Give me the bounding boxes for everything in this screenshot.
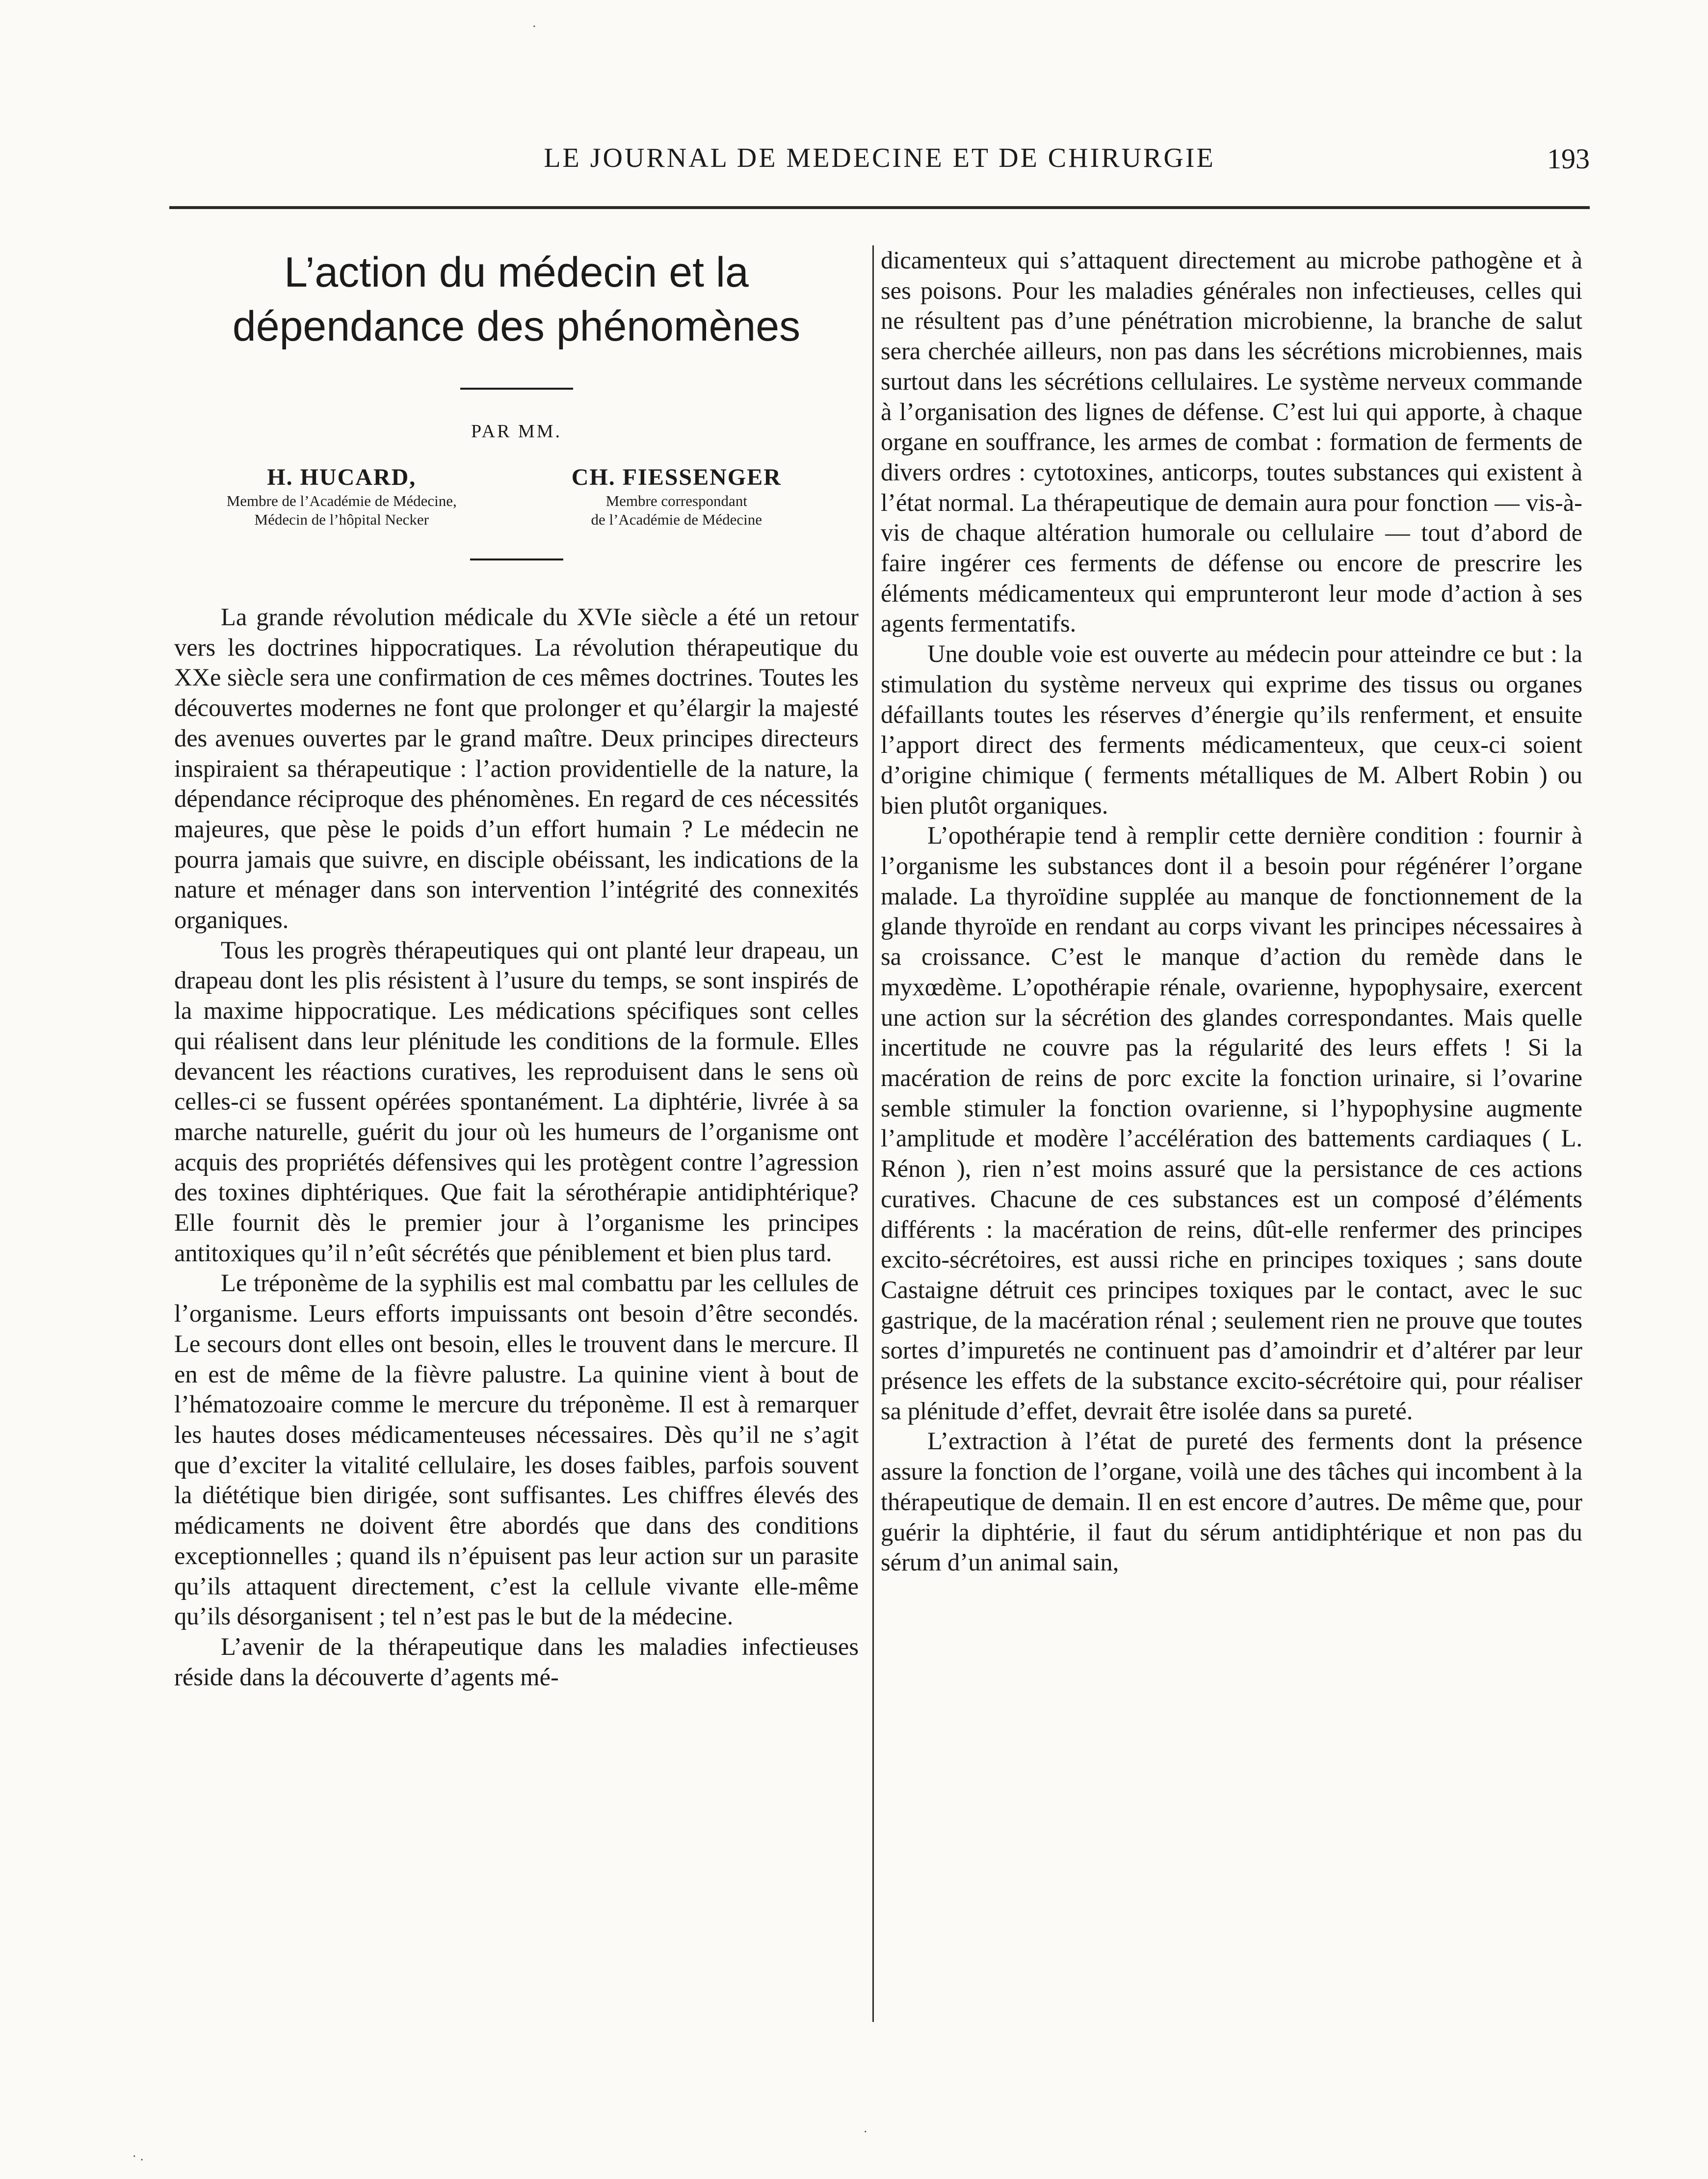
authors [174, 463, 859, 529]
body-paragraph-continued: dicamenteux qui s’attaquent directement au microbe pathogène et à ses poisons. Pour les maladies générales non infectieuses, celles qui ne résultent pas d’une pénétration microbienne, la branche de salut sera cherchée ailleurs, non pas dans les sécrétions microbiennes, mais surtout dans les sécrétions cellulaires. Le système nerveux commande à l’organisation des lignes de défense. C’est lui qui apporte, à chaque organe en souffrance, les armes de combat : formation de ferments de divers ordres : cytotoxines, anticorps, toutes substances qui existent à l’état normal. La thérapeutique de demain aura pour fonction — vis-à-vis de chaque altération humorale ou cellulaire — tout d’abord de faire ingérer ces ferments de défense ou encore de prescrire les éléments médicamenteux qui emprunteront leur mode d’action à ses agents fermentatifs. [881, 246, 1582, 638]
body-paragraph: La grande révolution médicale du XVIe siècle a été un retour vers les doctrines hippocratiques. La révolution thérapeutique du XXe siècle sera une confirmation de ces mêmes doctrines. Toutes les découvertes modernes ne font que prolonger et qu’élargir la majesté des avenues ouvertes par le grand maître. Deux principes directeurs inspiraient sa thérapeutique : l’action providentielle de la nature, la dépendance réciproque des phénomènes. En regard de ces nécessités majeures, que pèse le poids d’un effort humain ? Le médecin ne pourra jamais que suivre, en disciple obéissant, les indications de la nature et ménager dans son intervention l’intégrité des connexités organiques. [174, 603, 859, 934]
body-paragraph: Une double voie est ouverte au médecin pour atteindre ce but : la stimulation du système nerveux qui exprime des tissus ou organes défaillants toutes les réserves d’énergie qu’ils renferment, et ensuite l’apport direct des ferments médicamenteux, que ceux-ci soient d’origine chimique ( ferments métalliques de M. Albert Robin ) ou bien plutôt organiques. [881, 640, 1582, 819]
author-block [509, 463, 844, 529]
author-rule [470, 558, 563, 560]
body-paragraph: L’opothérapie tend à remplir cette dernière condition : fournir à l’organisme les substances dont il a besoin pour régénérer l’organe malade. La thyroïdine supplée au manque de fonctionnement de la glande thyroïde en rendant au corps vivant les principes nécessaires à sa croissance. C’est le manque d’action du remède dans le myxœdème. L’opothérapie rénale, ovarienne, hypophysaire, exercent une action sur la sécrétion des glandes correspondantes. Mais quelle incertitude ne couvre pas la régularité des leurs effets ! Si la macération de reins de porc excite la fonction urinaire, si l’ovarine semble stimuler la fonction ovarienne, si l’hypophysine augmente l’amplitude et modère l’accélération des battements cardiaques ( L. Rénon ), rien n’est moins assuré que la persistance de ces actions curatives. Chacune de ces substances est un composé d’éléments différents : la macération de reins, dût-elle renfermer des principes excito-sécrétoires, est aussi riche en principes toxiques ; sans doute Castaigne détruit ces principes toxiques par le contact, avec le suc gastrique, de la macération rénal ; seulement rien ne prouve que toutes sortes d’impuretés ne continuent pas d’amoindrir et d’altérer par leur présence les effets de la substance excito-sécrétoire qui, pour réaliser sa plénitude d’effet, devrait être isolée dans sa pureté. [881, 822, 1582, 1425]
speck-mark: · . [132, 2150, 144, 2163]
author-affiliation: Médecin de l’hôpital Necker [254, 511, 429, 528]
author-name: CH. FIESSENGER [571, 464, 782, 490]
body-paragraph: L’extraction à l’état de pureté des ferments dont la présence assure la fonction de l’organe, voilà une des tâches qui incombent à la thérapeutique de demain. Il en est encore d’autres. De même que, pour guérir la diphtérie, il faut du sérum antidiphtérique et non pas du sérum d’un animal sain, [881, 1427, 1582, 1576]
author-block [174, 463, 509, 529]
column-divider [872, 245, 874, 2022]
author-affiliation: Membre de l’Académie de Médecine, [226, 492, 457, 509]
body-paragraph: Le tréponème de la syphilis est mal combattu par les cellules de l’organisme. Leurs efforts impuissants ont besoin d’être secondés. Le secours dont elles ont besoin, elles le trouvent dans le mercure. Il en est de même de la fièvre palustre. La quinine vient à bout de l’hématozoaire comme le mercure du tréponème. Il est à remarquer les hautes doses médicamenteuses nécessaires. Dès qu’il ne s’agit que d’exciter la vitalité cellulaire, les doses faibles, parfois souvent la diététique bien dirigée, sont suffisantes. Les chiffres élevés des médicaments ne doivent être abordés que dans des conditions exceptionnelles ; quand ils n’épuisent pas leur action sur un parasite qu’ils attaquent directement, c’est la cellule vivante elle-même qu’ils désorganisent ; tel n’est pas le but de la médecine. [174, 1269, 859, 1630]
speck-mark: · [864, 2125, 867, 2139]
page-number: 193 [1547, 143, 1590, 175]
body-paragraph: L’avenir de la thérapeutique dans les maladies infectieuses réside dans la découverte d’agents mé- [174, 1632, 859, 1691]
title-rule [460, 388, 573, 390]
right-column [881, 245, 1582, 1578]
left-column [174, 236, 859, 1692]
running-title: LE JOURNAL DE MEDECINE ET DE CHIRURGIE [544, 143, 1215, 173]
author-affiliation: Membre correspondant [605, 492, 747, 509]
header-rule [169, 206, 1590, 209]
running-header [169, 142, 1590, 191]
article-title: L’action du médecin et la dépendance des phénomènes [232, 249, 801, 350]
author-name: H. HUCARD, [267, 464, 417, 490]
byline-intro: PAR MM. [471, 421, 562, 442]
author-affiliation: de l’Académie de Médecine [591, 511, 762, 528]
body-paragraph: Tous les progrès thérapeutiques qui ont planté leur drapeau, un drapeau dont les plis résistent à l’usure du temps, se sont inspirés de la maxime hippocratique. Les médications spécifiques sont celles qui réalisent dans leur plénitude les conditions de la formule. Elles devancent les réactions curatives, les reproduisent dans le sens où celles-ci se fussent opérées spontanément. La diphtérie, livrée à sa marche naturelle, guérit du jour où les humeurs de l’organisme ont acquis des propriétés défensives qui les protègent contre l’agression des toxines diphtériques. Que fait la sérothérapie antidiphtérique? Elle fournit dès le premier jour à l’organisme les principes antitoxiques qu’il n’eût sécrétés que péniblement et bien plus tard. [174, 936, 859, 1267]
speck-mark: · [532, 20, 536, 33]
